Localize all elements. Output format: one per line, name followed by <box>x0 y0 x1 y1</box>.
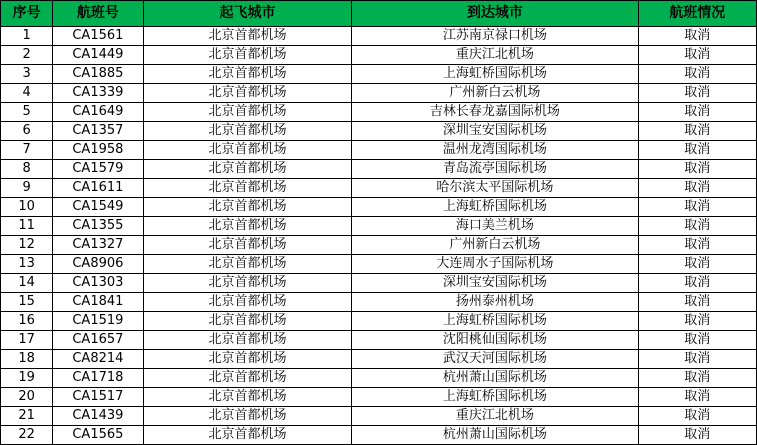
cell-arrival-city: 广州新白云机场 <box>352 236 638 255</box>
cell-flight-number: CA1885 <box>53 65 143 84</box>
table-row <box>1 426 757 445</box>
cell-arrival-city: 温州龙湾国际机场 <box>352 141 638 160</box>
column-header-flight-status: 航班情况 <box>638 1 757 27</box>
cell-arrival-city: 重庆江北机场 <box>352 407 638 426</box>
cell-flight-status: 取消 <box>638 179 757 198</box>
cell-index: 17 <box>1 331 53 350</box>
cell-departure-city: 北京首都机场 <box>143 65 352 84</box>
cell-flight-status: 取消 <box>638 426 757 445</box>
table-row <box>1 84 757 103</box>
cell-arrival-city: 大连周水子国际机场 <box>352 255 638 274</box>
column-header-arrival-city: 到达城市 <box>352 1 638 27</box>
cell-flight-number: CA1565 <box>53 426 143 445</box>
column-header-flight-number: 航班号 <box>53 1 143 27</box>
cell-flight-number: CA1549 <box>53 198 143 217</box>
table-body <box>1 27 757 445</box>
cell-flight-status: 取消 <box>638 27 757 46</box>
cell-arrival-city: 沈阳桃仙国际机场 <box>352 331 638 350</box>
cell-arrival-city: 上海虹桥国际机场 <box>352 198 638 217</box>
cell-flight-status: 取消 <box>638 293 757 312</box>
cell-index: 11 <box>1 217 53 236</box>
cell-arrival-city: 上海虹桥国际机场 <box>352 312 638 331</box>
cell-index: 6 <box>1 122 53 141</box>
cell-flight-status: 取消 <box>638 274 757 293</box>
cell-departure-city: 北京首都机场 <box>143 160 352 179</box>
cell-flight-status: 取消 <box>638 122 757 141</box>
cell-flight-number: CA1439 <box>53 407 143 426</box>
column-header-index: 序号 <box>1 1 53 27</box>
cell-departure-city: 北京首都机场 <box>143 84 352 103</box>
cell-flight-status: 取消 <box>638 65 757 84</box>
table-row <box>1 160 757 179</box>
table-row <box>1 103 757 122</box>
table-row <box>1 217 757 236</box>
table-row <box>1 198 757 217</box>
table-row <box>1 122 757 141</box>
cell-index: 20 <box>1 388 53 407</box>
column-header-departure-city: 起飞城市 <box>143 1 352 27</box>
cell-arrival-city: 扬州泰州机场 <box>352 293 638 312</box>
cell-index: 14 <box>1 274 53 293</box>
table-row <box>1 65 757 84</box>
cell-arrival-city: 青岛流亭国际机场 <box>352 160 638 179</box>
cell-departure-city: 北京首都机场 <box>143 426 352 445</box>
cell-flight-status: 取消 <box>638 217 757 236</box>
table-row <box>1 236 757 255</box>
cell-flight-number: CA1327 <box>53 236 143 255</box>
cell-departure-city: 北京首都机场 <box>143 103 352 122</box>
cell-departure-city: 北京首都机场 <box>143 198 352 217</box>
cell-departure-city: 北京首都机场 <box>143 369 352 388</box>
cell-departure-city: 北京首都机场 <box>143 407 352 426</box>
cell-departure-city: 北京首都机场 <box>143 179 352 198</box>
cell-flight-number: CA1519 <box>53 312 143 331</box>
cell-flight-number: CA1841 <box>53 293 143 312</box>
cell-arrival-city: 吉林长春龙嘉国际机场 <box>352 103 638 122</box>
cell-index: 22 <box>1 426 53 445</box>
cell-index: 2 <box>1 46 53 65</box>
cell-arrival-city: 哈尔滨太平国际机场 <box>352 179 638 198</box>
cell-flight-status: 取消 <box>638 46 757 65</box>
cell-flight-status: 取消 <box>638 369 757 388</box>
cell-index: 16 <box>1 312 53 331</box>
cell-departure-city: 北京首都机场 <box>143 27 352 46</box>
cell-flight-number: CA1339 <box>53 84 143 103</box>
cell-flight-status: 取消 <box>638 255 757 274</box>
cell-flight-status: 取消 <box>638 331 757 350</box>
cell-index: 4 <box>1 84 53 103</box>
table-row <box>1 312 757 331</box>
cell-flight-status: 取消 <box>638 388 757 407</box>
cell-index: 8 <box>1 160 53 179</box>
cell-flight-number: CA1517 <box>53 388 143 407</box>
cell-flight-status: 取消 <box>638 141 757 160</box>
cell-flight-number: CA8906 <box>53 255 143 274</box>
cell-arrival-city: 深圳宝安国际机场 <box>352 274 638 293</box>
cell-departure-city: 北京首都机场 <box>143 141 352 160</box>
cell-flight-number: CA1649 <box>53 103 143 122</box>
table-row <box>1 46 757 65</box>
table-row <box>1 388 757 407</box>
table-row <box>1 274 757 293</box>
cell-flight-number: CA1718 <box>53 369 143 388</box>
cell-departure-city: 北京首都机场 <box>143 293 352 312</box>
cell-flight-number: CA1355 <box>53 217 143 236</box>
cell-index: 21 <box>1 407 53 426</box>
table-header <box>1 1 757 27</box>
cell-departure-city: 北京首都机场 <box>143 255 352 274</box>
table-row <box>1 179 757 198</box>
table-header-row <box>1 1 757 27</box>
cell-departure-city: 北京首都机场 <box>143 388 352 407</box>
cell-index: 19 <box>1 369 53 388</box>
table-row <box>1 293 757 312</box>
cell-arrival-city: 上海虹桥国际机场 <box>352 388 638 407</box>
cell-arrival-city: 深圳宝安国际机场 <box>352 122 638 141</box>
cell-flight-status: 取消 <box>638 160 757 179</box>
cell-index: 18 <box>1 350 53 369</box>
cell-flight-status: 取消 <box>638 84 757 103</box>
cell-flight-number: CA1657 <box>53 331 143 350</box>
cell-index: 3 <box>1 65 53 84</box>
table-row <box>1 331 757 350</box>
cell-index: 10 <box>1 198 53 217</box>
cell-index: 13 <box>1 255 53 274</box>
cell-flight-status: 取消 <box>638 312 757 331</box>
cell-arrival-city: 海口美兰机场 <box>352 217 638 236</box>
cell-index: 9 <box>1 179 53 198</box>
cell-index: 12 <box>1 236 53 255</box>
cell-flight-status: 取消 <box>638 236 757 255</box>
cell-arrival-city: 江苏南京禄口机场 <box>352 27 638 46</box>
table-row <box>1 141 757 160</box>
cell-departure-city: 北京首都机场 <box>143 122 352 141</box>
cell-departure-city: 北京首都机场 <box>143 274 352 293</box>
cell-departure-city: 北京首都机场 <box>143 350 352 369</box>
cell-flight-number: CA1561 <box>53 27 143 46</box>
cell-flight-number: CA1579 <box>53 160 143 179</box>
cell-departure-city: 北京首都机场 <box>143 312 352 331</box>
cell-arrival-city: 广州新白云机场 <box>352 84 638 103</box>
cell-flight-status: 取消 <box>638 103 757 122</box>
cell-arrival-city: 杭州萧山国际机场 <box>352 426 638 445</box>
cell-flight-number: CA1357 <box>53 122 143 141</box>
cell-index: 15 <box>1 293 53 312</box>
table-row <box>1 27 757 46</box>
cell-flight-status: 取消 <box>638 407 757 426</box>
cell-flight-number: CA8214 <box>53 350 143 369</box>
cell-flight-number: CA1449 <box>53 46 143 65</box>
cell-arrival-city: 武汉天河国际机场 <box>352 350 638 369</box>
cell-arrival-city: 重庆江北机场 <box>352 46 638 65</box>
cell-index: 5 <box>1 103 53 122</box>
cell-departure-city: 北京首都机场 <box>143 46 352 65</box>
cell-flight-number: CA1958 <box>53 141 143 160</box>
cell-departure-city: 北京首都机场 <box>143 331 352 350</box>
cell-flight-number: CA1303 <box>53 274 143 293</box>
cell-index: 1 <box>1 27 53 46</box>
cell-flight-number: CA1611 <box>53 179 143 198</box>
cell-arrival-city: 杭州萧山国际机场 <box>352 369 638 388</box>
cell-flight-status: 取消 <box>638 198 757 217</box>
cell-flight-status: 取消 <box>638 350 757 369</box>
cell-departure-city: 北京首都机场 <box>143 236 352 255</box>
cell-index: 7 <box>1 141 53 160</box>
table-row <box>1 407 757 426</box>
cell-arrival-city: 上海虹桥国际机场 <box>352 65 638 84</box>
cell-departure-city: 北京首都机场 <box>143 217 352 236</box>
table-row <box>1 255 757 274</box>
table-row <box>1 369 757 388</box>
table-row <box>1 350 757 369</box>
